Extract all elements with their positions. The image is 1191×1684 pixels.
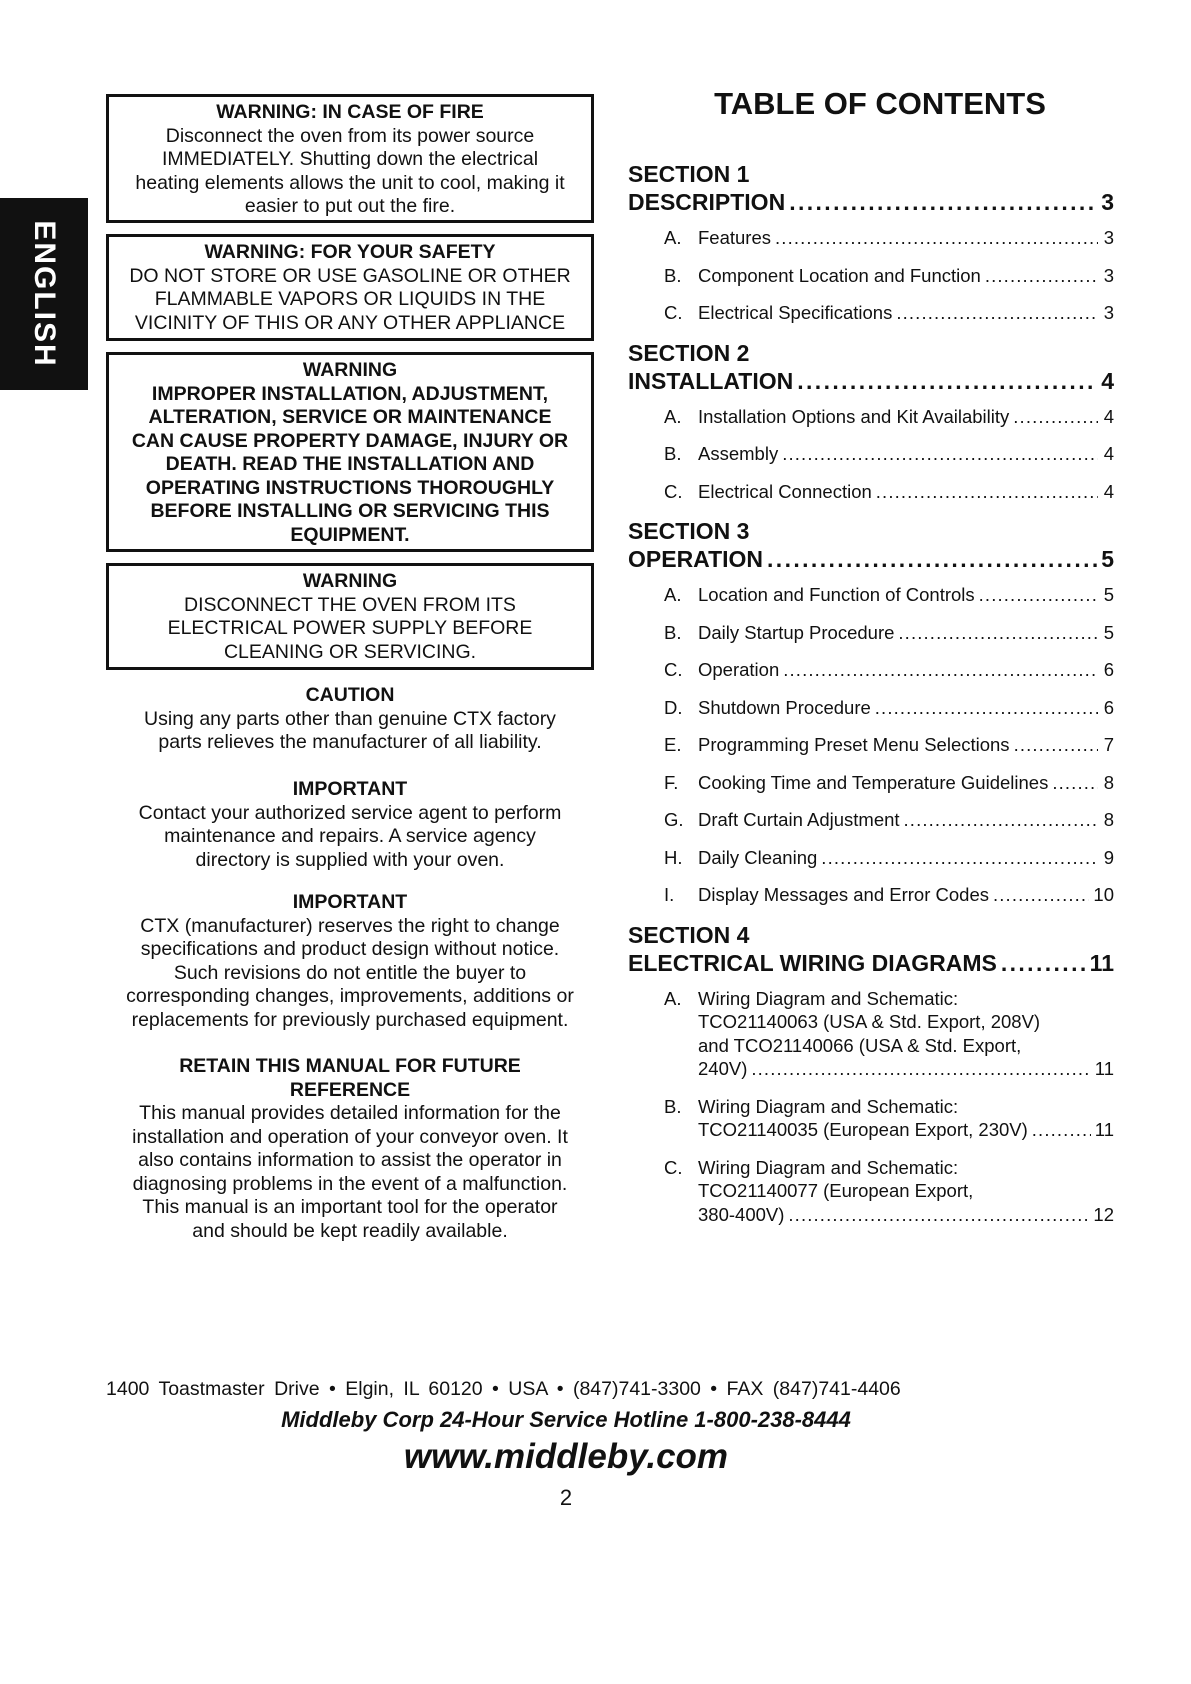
entry-letter: E.	[664, 734, 682, 755]
retain-heading: REFERENCE	[289, 1078, 411, 1101]
entry-text: Operation	[698, 659, 780, 680]
warning-improper-line: CAN CAUSE PROPERTY DAMAGE, INJURY OR	[131, 429, 569, 452]
dot-leader	[775, 226, 1098, 250]
warning-safety-box	[106, 234, 594, 341]
entry-letter: A.	[664, 227, 682, 248]
warning-improper-line: DEATH. READ THE INSTALLATION AND	[165, 453, 535, 475]
language-tab-label: ENGLISH	[28, 220, 61, 368]
entry-page: 7	[1103, 734, 1114, 755]
entry-text: Wiring Diagram and Schematic:	[698, 987, 959, 1009]
entry-text: 380-400V)	[698, 1203, 785, 1225]
entry-letter: B.	[664, 1095, 682, 1117]
retain-line: This manual provides detailed information for the	[139, 1102, 561, 1124]
warning-fire-line: IMMEDIATELY. Shutting down the electrical	[161, 148, 539, 170]
entry-letter: A.	[664, 584, 682, 605]
section-title-row[interactable]	[628, 545, 1114, 573]
entry-letter: D.	[664, 696, 683, 718]
entry-letter: C.	[664, 1156, 683, 1178]
toc-entry[interactable]	[628, 264, 1114, 288]
section-page: 4	[1101, 367, 1114, 394]
warning-disconnect-box	[106, 563, 594, 670]
toc-entry[interactable]	[628, 1156, 1114, 1227]
warning-improper-line: BEFORE INSTALLING OR SERVICING THIS	[150, 500, 550, 522]
warning-improper-box	[106, 352, 594, 552]
page-footer	[106, 1378, 1026, 1511]
entry-page: 3	[1103, 227, 1114, 248]
dot-leader	[904, 808, 1098, 832]
entry-text: Electrical Specifications	[698, 302, 893, 323]
retain-line: This manual is an important tool for the operator	[142, 1196, 558, 1218]
section-page: 5	[1101, 546, 1114, 572]
entry-page: 3	[1103, 302, 1114, 323]
warning-disconnect-heading: WARNING	[302, 570, 398, 592]
toc-entry[interactable]	[628, 733, 1114, 757]
entry-letter: C.	[664, 302, 683, 323]
important-revisions-notice	[106, 891, 594, 1043]
entry-page: 12	[1093, 1203, 1114, 1225]
dot-leader	[767, 545, 1097, 573]
section-number: SECTION 4	[628, 921, 750, 948]
warning-improper-line: OPERATING INSTRUCTIONS THOROUGHLY	[145, 476, 555, 499]
entry-page: 5	[1103, 584, 1114, 605]
entry-page: 6	[1103, 659, 1114, 680]
entry-letter: B.	[664, 264, 682, 286]
dot-leader	[789, 188, 1097, 216]
dot-leader	[896, 301, 1098, 325]
warning-safety-line: DO NOT STORE OR USE GASOLINE OR OTHER	[129, 264, 571, 287]
dot-leader	[1014, 733, 1098, 757]
entry-text: Wiring Diagram and Schematic:	[698, 1156, 959, 1178]
entry-text: Programming Preset Menu Selections	[698, 734, 1010, 755]
entry-page: 11	[1094, 1058, 1114, 1079]
entry-page: 8	[1103, 771, 1114, 793]
warning-fire-heading: WARNING: IN CASE OF FIRE	[216, 101, 484, 123]
toc-entry[interactable]	[628, 987, 1114, 1081]
toc-entry[interactable]	[628, 696, 1114, 720]
entry-text: Daily Startup Procedure	[698, 621, 895, 643]
warning-improper-line: ALTERATION, SERVICE OR MAINTENANCE	[148, 406, 552, 428]
important-line: directory is supplied with your oven.	[195, 848, 505, 871]
retain-line: diagnosing problems in the event of a malfunction.	[132, 1172, 568, 1195]
entry-letter: H.	[664, 846, 683, 868]
toc-entry[interactable]	[628, 301, 1114, 325]
dot-leader	[985, 264, 1098, 288]
warning-fire-line: easier to put out the fire.	[244, 195, 456, 217]
warning-improper-line: IMPROPER INSTALLATION, ADJUSTMENT,	[151, 382, 549, 405]
important-line: replacements for previously purchased equipment.	[131, 1008, 569, 1031]
entry-page: 4	[1103, 443, 1114, 464]
entry-page: 6	[1103, 696, 1114, 718]
entry-page: 10	[1093, 884, 1114, 905]
retain-manual-notice	[106, 1055, 594, 1243]
section-title: ELECTRICAL WIRING DIAGRAMS	[628, 949, 997, 976]
section-title: INSTALLATION	[628, 367, 794, 394]
important-heading: IMPORTANT	[292, 891, 408, 913]
entry-text: Electrical Connection	[698, 480, 872, 502]
caution-line: parts relieves the manufacturer of all liability.	[158, 731, 542, 753]
dot-leader	[979, 583, 1098, 607]
toc-entry[interactable]	[628, 808, 1114, 832]
entry-text: Component Location and Function	[698, 264, 981, 286]
toc-section-2	[628, 339, 1114, 504]
entry-text: TCO21140077 (European Export,	[698, 1180, 974, 1201]
entry-text: Wiring Diagram and Schematic:	[698, 1095, 959, 1117]
toc-entry[interactable]	[628, 883, 1114, 907]
warning-fire-line: Disconnect the oven from its power source	[165, 124, 535, 147]
toc-title: TABLE OF CONTENTS	[714, 86, 1046, 121]
warning-improper-heading: WARNING	[302, 359, 398, 381]
warning-fire-line: heating elements allows the unit to cool, making it	[135, 171, 565, 194]
entry-page: 9	[1103, 846, 1114, 868]
entry-text: TCO21140035 (European Export, 230V)	[698, 1119, 1028, 1140]
warning-disconnect-line: DISCONNECT THE OVEN FROM ITS	[184, 593, 516, 616]
toc-section-1	[628, 160, 1114, 325]
entry-text: 240V)	[698, 1058, 748, 1079]
caution-line: Using any parts other than genuine CTX factory	[144, 707, 556, 730]
entry-text: Features	[698, 227, 772, 248]
entry-text: Shutdown Procedure	[698, 696, 871, 718]
service-hotline: Middleby Corp 24-Hour Service Hotline 1-800-238-8444	[281, 1407, 851, 1432]
entry-text: Installation Options and Kit Availability	[698, 405, 1010, 427]
toc-section-3	[628, 517, 1114, 907]
dot-leader	[1013, 405, 1098, 429]
retain-heading: RETAIN THIS MANUAL FOR FUTURE	[179, 1055, 521, 1077]
caution-heading: CAUTION	[305, 684, 395, 706]
entry-text: TCO21140063 (USA & Std. Export, 208V)	[698, 1011, 1041, 1032]
website-link[interactable]: www.middleby.com	[403, 1437, 729, 1476]
table-of-contents	[628, 86, 1114, 1240]
toc-entry[interactable]	[628, 226, 1114, 250]
dot-leader	[788, 1203, 1089, 1227]
entry-page: 3	[1103, 264, 1114, 286]
important-line: Such revisions do not entitle the buyer to	[173, 961, 527, 984]
dot-leader	[875, 696, 1098, 720]
entry-letter: C.	[664, 659, 683, 680]
dot-leader	[783, 658, 1098, 682]
caution-notice	[106, 684, 594, 766]
entry-letter: F.	[664, 771, 679, 793]
dot-leader	[797, 367, 1097, 395]
section-title: OPERATION	[628, 546, 764, 572]
entry-letter: B.	[664, 443, 682, 464]
dot-leader	[993, 883, 1089, 907]
toc-entry[interactable]	[628, 846, 1114, 870]
warning-safety-line: VICINITY OF THIS OR ANY OTHER APPLIANCE	[134, 311, 566, 334]
entry-letter: C.	[664, 480, 683, 502]
entry-page: 4	[1103, 480, 1114, 502]
important-line: specifications and product design without notice.	[140, 938, 560, 960]
dot-leader	[782, 442, 1098, 466]
entry-text: Display Messages and Error Codes	[698, 884, 989, 905]
entry-letter: G.	[664, 809, 684, 830]
section-number: SECTION 3	[628, 518, 750, 544]
important-service-notice	[106, 778, 594, 879]
dot-leader	[876, 480, 1098, 504]
entry-text: Draft Curtain Adjustment	[698, 809, 900, 830]
warning-safety-heading: WARNING: FOR YOUR SAFETY	[204, 241, 496, 263]
toc-entry[interactable]	[628, 405, 1114, 429]
important-line: Contact your authorized service agent to perform	[138, 801, 562, 824]
dot-leader	[1032, 1118, 1091, 1142]
retain-line: and should be kept readily available.	[192, 1219, 508, 1242]
section-number: SECTION 1	[628, 161, 750, 187]
toc-entry[interactable]	[628, 480, 1114, 504]
dot-leader	[898, 621, 1098, 645]
entry-text: Cooking Time and Temperature Guidelines	[698, 771, 1049, 793]
toc-entry[interactable]	[628, 442, 1114, 466]
warning-disconnect-line: CLEANING OR SERVICING.	[223, 640, 477, 663]
toc-entry[interactable]	[628, 583, 1114, 607]
dot-leader	[751, 1057, 1090, 1081]
entry-page: 5	[1103, 621, 1114, 643]
entry-letter: A.	[664, 405, 682, 427]
important-line: maintenance and repairs. A service agency	[164, 825, 536, 847]
section-title-row[interactable]	[628, 188, 1114, 216]
warnings-column	[106, 94, 594, 1255]
entry-text: Location and Function of Controls	[698, 584, 975, 605]
entry-page: 11	[1094, 1119, 1114, 1140]
toc-entry[interactable]	[628, 771, 1114, 795]
dot-leader	[821, 846, 1098, 870]
important-line: corresponding changes, improvements, additions or	[126, 985, 574, 1007]
language-tab	[0, 198, 88, 390]
section-title: DESCRIPTION	[628, 189, 786, 215]
toc-entry[interactable]	[628, 621, 1114, 645]
company-address: 1400 Toastmaster Drive • Elgin, IL 60120 • USA • (847)741-3300 • FAX (847)741-4406	[106, 1378, 901, 1400]
toc-entry[interactable]	[628, 658, 1114, 682]
entry-text: Assembly	[698, 443, 779, 464]
section-number: SECTION 2	[628, 339, 750, 366]
dot-leader	[1052, 771, 1098, 795]
important-heading: IMPORTANT	[292, 778, 408, 800]
warning-fire-box	[106, 94, 594, 223]
toc-section-4	[628, 921, 1114, 1227]
page-number: 2	[559, 1485, 573, 1510]
warning-safety-line: FLAMMABLE VAPORS OR LIQUIDS IN THE	[154, 288, 546, 310]
entry-letter: B.	[664, 621, 682, 643]
section-title-row[interactable]	[628, 367, 1114, 395]
important-line: CTX (manufacturer) reserves the right to change	[140, 914, 560, 937]
section-title-row[interactable]	[628, 949, 1114, 977]
retain-line: also contains information to assist the operator in	[138, 1149, 562, 1171]
entry-letter: A.	[664, 987, 682, 1009]
toc-entry[interactable]	[628, 1095, 1114, 1142]
section-page: 11	[1089, 949, 1114, 976]
warning-disconnect-line: ELECTRICAL POWER SUPPLY BEFORE	[167, 617, 533, 639]
dot-leader	[1001, 949, 1086, 977]
entry-text: and TCO21140066 (USA & Std. Export,	[698, 1034, 1022, 1056]
entry-letter: I.	[664, 884, 675, 905]
section-page: 3	[1101, 189, 1114, 215]
entry-text: Daily Cleaning	[698, 846, 818, 868]
warning-improper-line: EQUIPMENT.	[290, 523, 410, 546]
retain-line: installation and operation of your conveyor oven. It	[132, 1125, 568, 1148]
entry-page: 4	[1103, 405, 1114, 427]
entry-page: 8	[1103, 809, 1114, 830]
